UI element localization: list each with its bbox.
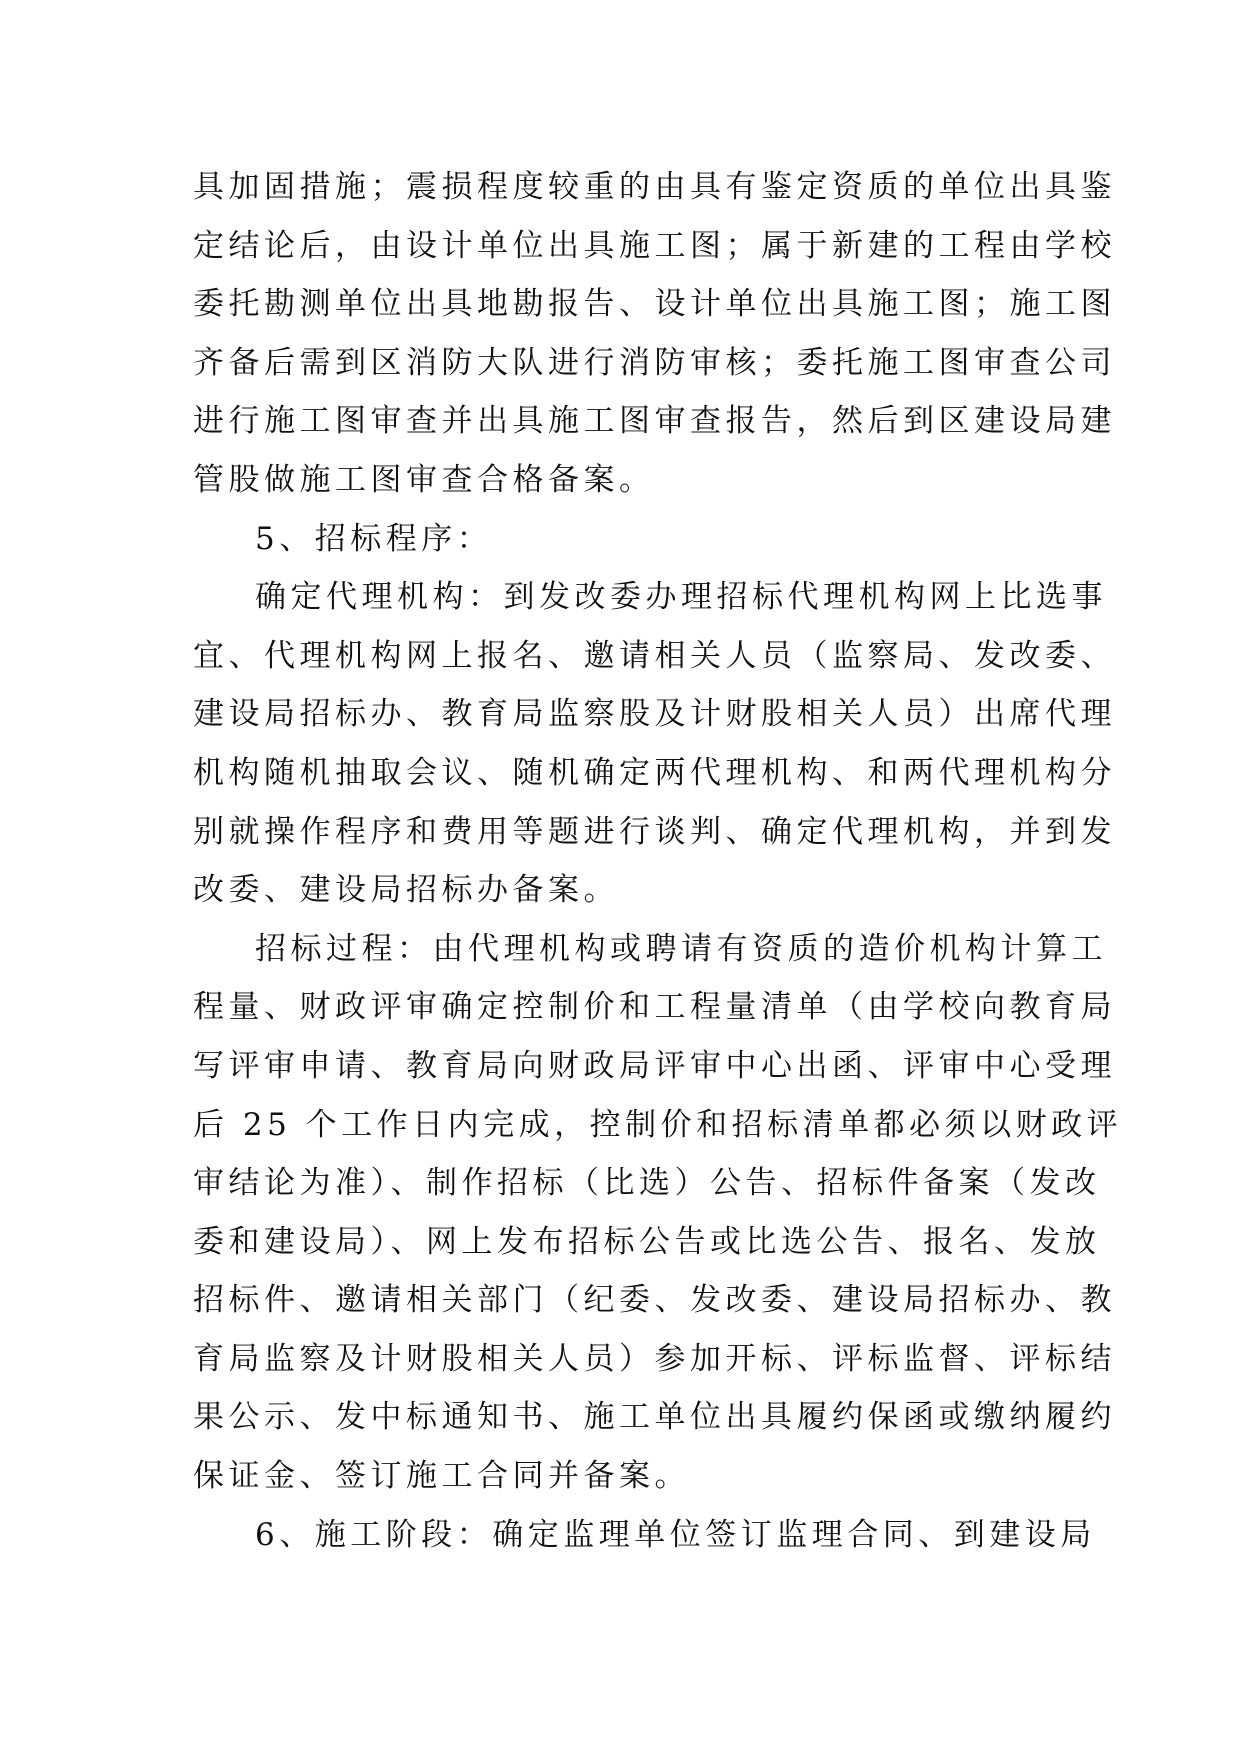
- text-line: 委托勘测单位出具地勘报告、设计单位出具施工图；施工图: [193, 286, 1116, 323]
- text-line: 进行施工图审查并出具施工图审查报告，然后到区建设局建: [193, 403, 1116, 440]
- text-line: 改委、建设局招标办备案。: [193, 872, 619, 909]
- text-line: 果公示、发中标通知书、施工单位出具履约保函或缴纳履约: [193, 1399, 1116, 1436]
- text-line: 委和建设局）、网上发布招标公告或比选公告、报名、发放: [193, 1223, 1101, 1260]
- text-line: 育局监察及计财股相关人员）参加开标、评标监督、评标结: [193, 1340, 1116, 1377]
- section-heading: 5、招标程序：: [255, 520, 493, 557]
- text-line: 程量、财政评审确定控制价和工程量清单（由学校向教育局: [193, 989, 1116, 1026]
- text-line: 定结论后，由设计单位出具施工图；属于新建的工程由学校: [193, 227, 1116, 264]
- text-line: 管股做施工图审查合格备案。: [193, 461, 655, 498]
- paragraph-start-line: 确定代理机构：到发改委办理招标代理机构网上比选事: [255, 579, 1107, 616]
- text-line: 写评审申请、教育局向财政局评审中心出函、评审中心受理: [193, 1047, 1116, 1084]
- text-line: 机构随机抽取会议、随机确定两代理机构、和两代理机构分: [193, 754, 1116, 791]
- document-body: [193, 158, 1123, 1564]
- text-line: 具加固措施；震损程度较重的由具有鉴定资质的单位出具鉴: [193, 169, 1116, 205]
- text-line: 保证金、签订施工合同并备案。: [193, 1458, 690, 1495]
- text-line: 审结论为准）、制作招标（比选）公告、招标件备案（发改: [193, 1165, 1101, 1202]
- text-line: 招标件、邀请相关部门（纪委、发改委、建设局招标办、教: [193, 1282, 1116, 1319]
- text-line: 建设局招标办、教育局监察股及计财股相关人员）出席代理: [193, 696, 1116, 733]
- text-line: 后 25 个工作日内完成，控制价和招标清单都必须以财政评: [193, 1106, 1123, 1143]
- text-line: 别就操作程序和费用等题进行谈判、确定代理机构，并到发: [193, 813, 1116, 850]
- paragraph-start-line: 招标过程：由代理机构或聘请有资质的造价机构计算工: [255, 930, 1107, 967]
- section-heading: 6、施工阶段：确定监理单位签订监理合同、到建设局: [255, 1516, 1096, 1553]
- text-line: 宜、代理机构网上报名、邀请相关人员（监察局、发改委、: [193, 637, 1116, 674]
- text-line: 齐备后需到区消防大队进行消防审核；委托施工图审查公司: [193, 344, 1116, 381]
